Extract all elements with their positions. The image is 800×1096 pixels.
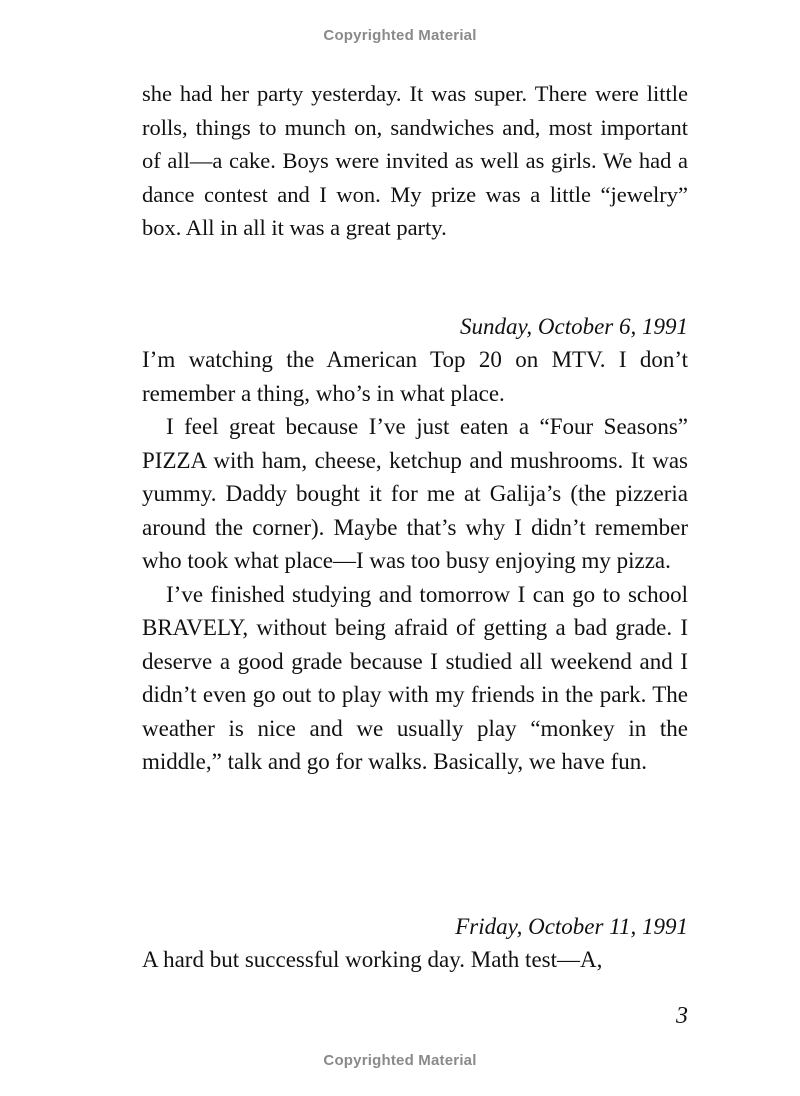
continuation-paragraph: she had her party yesterday. It was super. There were little rolls, things to munch on, sandwiches and, most important of all—a cake. Boys were invited as well as girls. We had a dance contest and I won. My prize was a little “jewelry” box. All in all it was a great party. <box>142 81 688 240</box>
copyright-watermark-bottom: Copyrighted Material <box>323 1052 477 1069</box>
entry-paragraph: I’ve finished studying and tomorrow I can go to school BRAVELY, without being afraid of getting a bad grade. I deserve a good grade because I studied all weekend and I didn’t even go out to play with my friends in the park. The weather is nice and we usually play “monkey in the middle,” talk and go for walks. Basically, we have fun. <box>142 581 688 774</box>
copyright-watermark-top: Copyrighted Material <box>323 27 477 44</box>
entry-date-october-11: Friday, October 11, 1991 <box>455 914 688 939</box>
entry-body-october-11: A hard but successful working day. Math test—A, <box>142 947 603 972</box>
entry-body-october-6 <box>142 343 688 779</box>
entry-date-october-6: Sunday, October 6, 1991 <box>459 314 688 339</box>
entry-paragraph: I’m watching the American Top 20 on MTV. I don’t remember a thing, who’s in what place. <box>142 347 688 406</box>
entry-paragraph: I feel great because I’ve just eaten a “Four Seasons” PIZZA with ham, cheese, ketchup and mushrooms. It was yummy. Daddy bought it for me at Galija’s (the pizzeria around the corner). Maybe that’s why I didn’t remember who took what place—I was too busy enjoying my pizza. <box>142 414 688 573</box>
page-number: 3 <box>676 1003 688 1029</box>
